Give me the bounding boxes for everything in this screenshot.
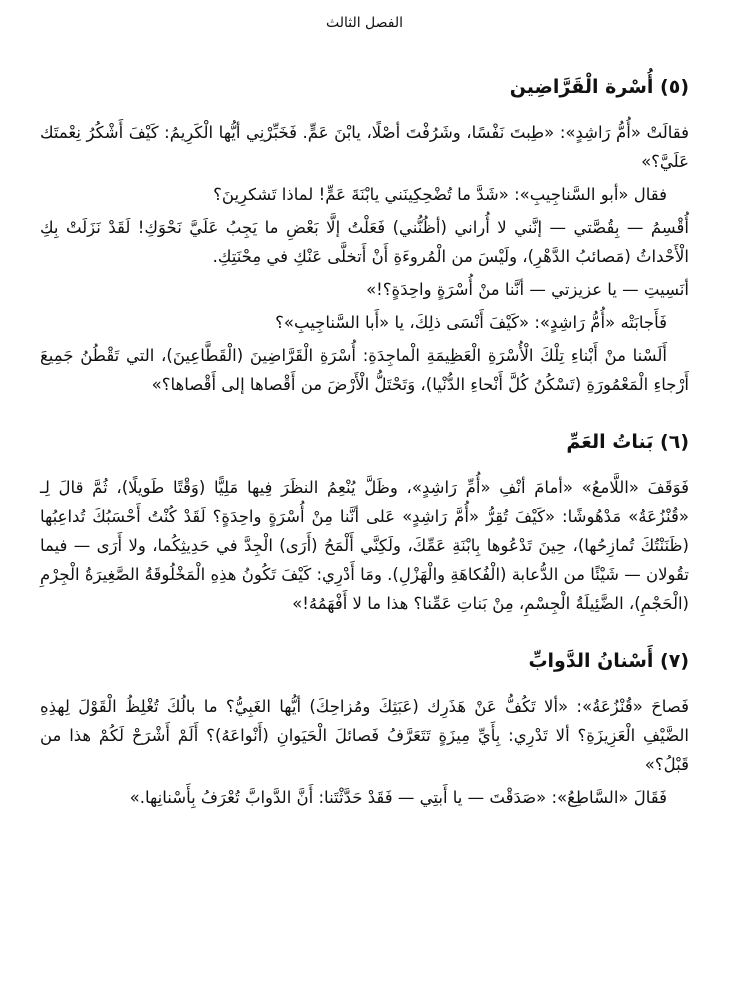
section-7 [40, 646, 689, 812]
paragraph: فَصاحَ «قُنْزُعَةُ»: «ألا تَكُفُّ عَنْ هَذَرِك (عَبَثِكَ ومُزاحِكَ) أيُّها الغَبِيُّ؟ ما بالُكَ تُغْلِظُ الْقَوْلَ لِهذِهِ الضَّيْفِ الْعَزِيزَةِ؟ ألا تَدْرِي: بِأَيِّ مِيزَةٍ تَتَعَرَّفُ فَصائلَ الْحَيَوانِ (أَنْواعَهُ)؟ أَلَمْ أَشْرَحْ لَكُمْ هذا من قَبْلُ؟» [40, 697, 689, 774]
paragraph: فَقَالَ «السَّاطِعُ»: «صَدَقْتَ — يا أَبتِي — فَقَدْ حَدَّثْتَنا: أَنَّ الدَّوابَّ تُعْرَفُ بِأَسْنانِها.» [129, 788, 667, 807]
paragraph: أنَسِيتِ — يا عزيزتي — أنَّنا منْ أُسْرَةٍ واحِدَةٍ؟!» [366, 280, 689, 299]
paragraph: فَأَجابَتْه «أُمُّ رَاشِدٍ»: «كَيْفَ أَنْسَى ذلِكَ، يا «أَبا السَّناجِيبِ»؟ [275, 313, 667, 332]
section-title: (٥) أُسْرة الْقَرَّاضِين [509, 76, 689, 98]
section-title: (٦) بَناتُ العَمِّ [566, 431, 689, 453]
paragraph: فقال «أبو السَّناجِيبِ»: «شَدَّ ما تُضْحِكِينَني يابْنَةَ عَمٍّ! لماذا تَشكرِينَ؟ [213, 185, 667, 204]
running-head: الفصل الثالث [325, 15, 404, 31]
paragraph: أَلَسْنا منْ أَبْناءِ تِلْكَ الْأُسْرَةِ الْعَظِيمَةِ الْماجِدَةِ: أُسْرَةِ الْقَرَّاضِينَ (الْقَطَّاعِينَ)، التي تَقْطُنُ جَمِيعَ أَرْجاءِ الْمَعْمُورَةِ (تَسْكُنُ كُلَّ أَنْحاءِ الدُّنْيا)، وَتَحْتَلُّ الْأَرْضَ من أَقْصاها إلى أَقْصاها؟» [40, 346, 689, 394]
paragraph: فَوَقَفَ «اللَّامعُ» «أمامَ أنْفِ «أُمِّ رَاشِدٍ»، وظَلَّ يُنْعِمُ النظَرَ فِيها مَلِيًّا (وَقْتًا طَويلًا)، ثُمَّ قالَ لِـ «قُنْزُعَةُ» مَدْهُوشًا: «كَيْفَ تُقِرُّ «أُمَّ رَاشِدٍ» عَلى أنَّنا مِنْ أُسْرَةٍ واحِدَةٍ؟ لَقَدْ كُنْتُ أَحْسَبُكَ تُداعِبُها (ظَنَنْتُكَ تُمازِحُها)، حِينَ تَدْعُوها بِابْنَةِ عَمِّكَ، ولَكِنَّي أَلْمَحُ (أَرَى) الْجِدَّ في حَدِيثِكُما، ولا أَرَى — فيما تقُولان — شَيْئًا من الدُّعابة (الْفُكاهَةِ والْهَزْلِ). ومَا أَدْرِي: كَيْفَ تَكُونُ هذِهِ الْمَخْلُوقَةُ الصَّغِيرَةُ الْجِرْمِ (الْحَجْمِ)، الضَّئِيلَةُ الْجِسْمِ، مِنْ بَناتِ عَمِّنا؟ هذا ما لا أَفْهَمُهُ!» [40, 478, 689, 613]
section-6 [40, 427, 689, 618]
section-title: (٧) أَسْنانُ الدَّوابِّ [528, 650, 689, 672]
paragraph: فقالَتْ «أُمُّ رَاشِدٍ»: «طِبتَ نَفْسًا، وشَرُفْتَ أصْلًا، يابْنَ عَمٍّ. فَخَبِّرْنِي أيُّها الْكَرِيمُ: كَيْفَ أَشْكُرُ نِعْمتَك عَلَيَّ؟» [40, 123, 689, 171]
paragraph: أُقْسِمُ — بِقُصَّتي — إنَّني لا أُراني (أظُنُّني) فَعَلْتُ إلَّا بَعْضِ ما يَجِبُ عَلَيَّ نَحْوَكِ! لَقَدْ نَزَلَتْ بِكِ الْأَحْداثُ (مَصائبُ الدَّهْرِ)، ولَيْسَ من الْمُروءَةِ أَنْ أَتخلَّى عَنْكِ في مِحْنَتِكِ. [40, 218, 689, 266]
section-5 [40, 72, 689, 399]
